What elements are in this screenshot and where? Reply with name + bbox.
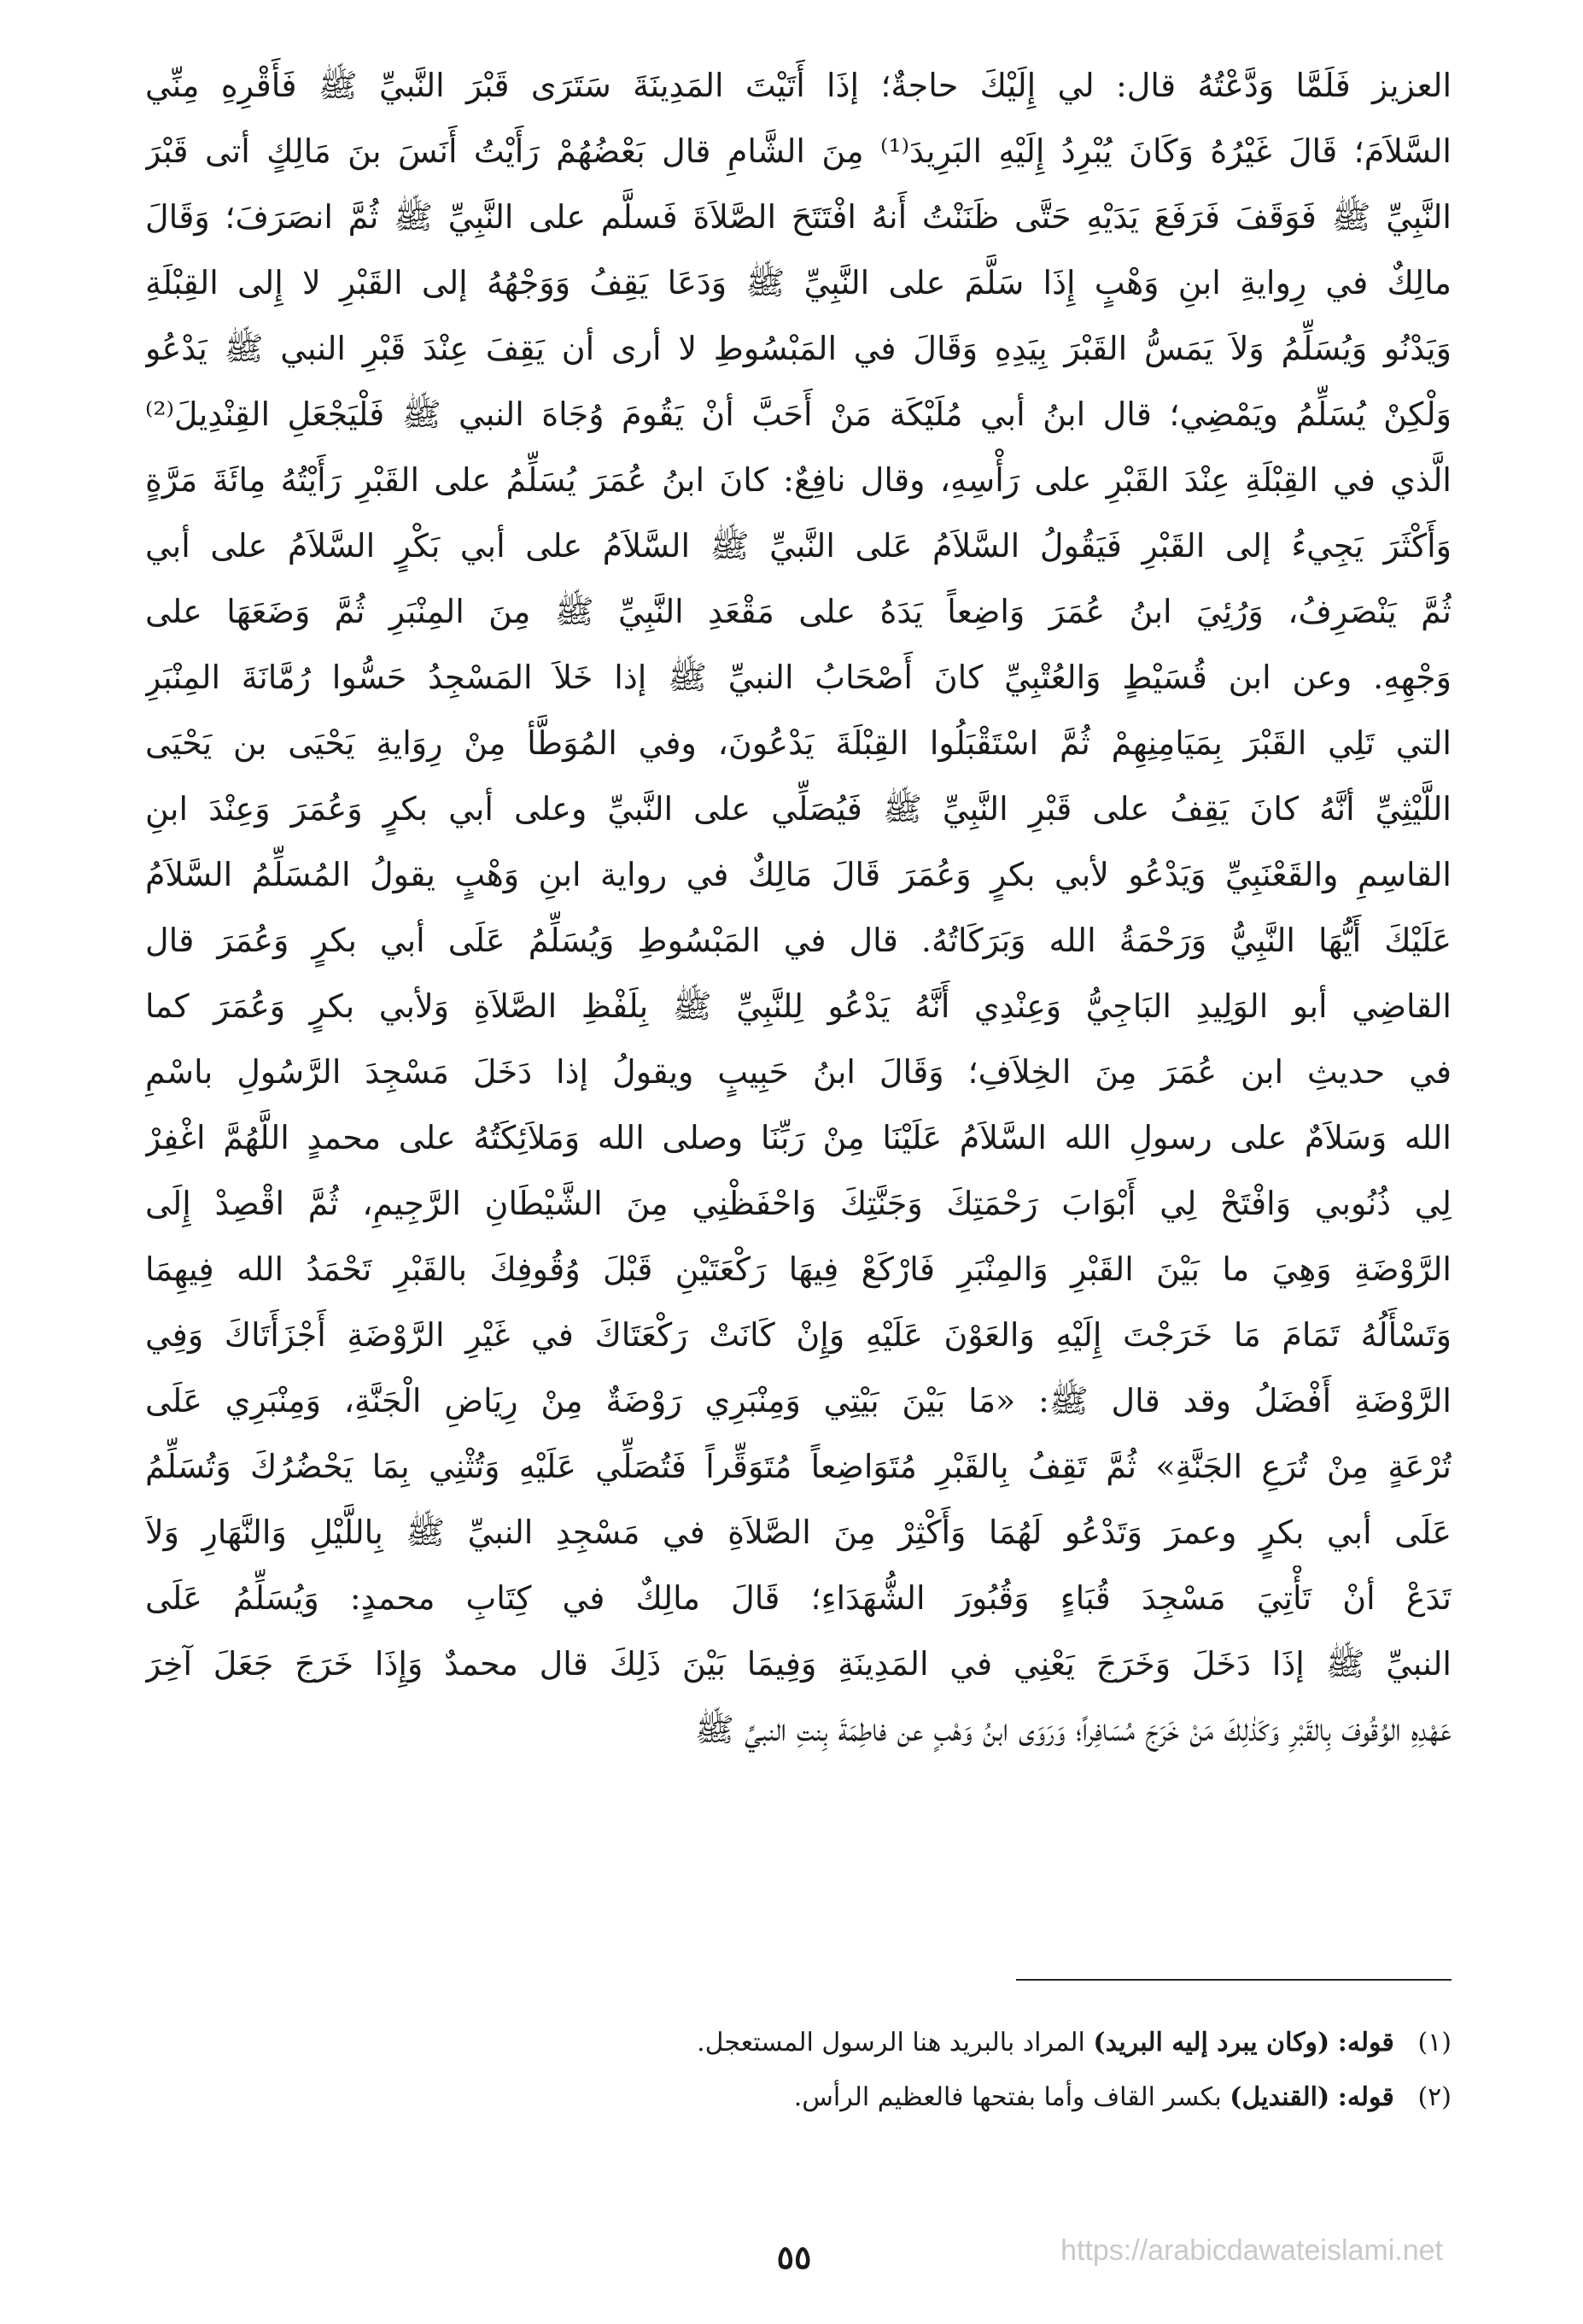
text-line: وَتَسْأَلُهُ تَمَامَ مَا خَرَجْتَ إِلَيْهِ وَالعَوْنَ عَلَيْهِ وَإِنْ كَانَتْ رَكْعَتَاكَ في غَيْرِ الرَّوْضَةِ أَجْزَأَتَاكَ وَفِي xyxy=(145,1316,1452,1354)
text-line-hadith: تُرْعَةٍ مِنْ تُرَعِ الجَنَّةِ» ثُمَّ تَقِفُ بِالقَبْرِ مُتَوَاضِعاً مُتَوَقِّراً فَتُصَلِّي عَلَيْهِ وَتُثْنِي بِمَا يَحْضُرُكَ وَتُسَلِّمُ xyxy=(145,1448,1452,1485)
footnote-term: (القنديل) xyxy=(1230,2082,1330,2112)
text-line: الله وَسَلاَمٌ على رسولِ الله السَّلاَمُ عَلَيْنَا مِنْ رَبِّنَا وصلى الله وَمَلاَئِكَتُهُ على محمدٍ اللَّهُمَّ اغْفِرْ xyxy=(145,1119,1452,1156)
footnote-text: المراد بالبريد هنا الرسول المستعجل. xyxy=(697,2028,1085,2058)
text-line: الَّذي في القِبْلَةِ عِنْدَ القَبْرِ على رَأْسِهِ، وقال نافِعٌ: كانَ ابنُ عُمَرَ يُسَلِّمُ على القَبْرِ رَأَيْتُهُ مِائَةَ مَرَّةٍ xyxy=(145,461,1452,499)
text-line: النبيِّ ﷺ إذَا دَخَلَ وَخَرَجَ يَعْنِي في المَدِينَةِ وَفِيمَا بَيْنَ ذَلِكَ قال محمدٌ وَإِذَا خَرَجَ جَعَلَ آخِرَ xyxy=(145,1645,1452,1683)
footnote-divider xyxy=(1016,1979,1452,1981)
text-line: مالِكٌ في رِوايةِ ابنِ وَهْبٍ إِذَا سَلَّمَ على النَّبِيِّ ﷺ وَدَعَا يَقِفُ وَوَجْهُهُ إلى القَبْرِ لا إِلى القِبْلَةِ xyxy=(145,264,1452,301)
footnotes xyxy=(145,2016,1452,2125)
text-line: التي تَلِي القَبْرَ بِمَيَامِنِهِمْ ثُمَّ اسْتَقْبَلُوا القِبْلَةَ يَدْعُونَ، وفي المُوَطَّأ مِنْ رِوَايةِ يَحْيَى بن يَحْيَى xyxy=(145,724,1452,762)
footnote-text: بكسر القاف وأما بفتحها فالعظيم الرأس. xyxy=(793,2082,1222,2112)
text-line: وَلْكِنْ يُسَلِّمُ ويَمْضِي؛ قال ابنُ أبي مُلَيْكَة مَنْ أَحَبَّ أنْ يَقُومَ وُجَاهَ النبي ﷺ فَلْيَجْعَلِ القِنْدِيلَ⁽²⁾ xyxy=(145,395,1452,433)
text-line: ثُمَّ يَنْصَرِفُ، وَرُئِيَ ابنُ عُمَرَ وَاضِعاً يَدَهُ على مَقْعَدِ النَّبِيِّ ﷺ مِنَ المِنْبَرِ ثُمَّ وَضَعَهَا على xyxy=(145,593,1452,630)
text-line: تَدَعْ أنْ تَأْتِيَ مَسْجِدَ قُبَاءٍ وَقُبُورَ الشُّهَدَاءِ؛ قَالَ مالِكٌ في كِتَابِ محمدٍ: وَيُسَلِّمُ عَلَى xyxy=(145,1579,1452,1617)
text-line: وَأَكْثَرَ يَجِيءُ إلى القَبْرِ فَيَقُولُ السَّلاَمُ عَلى النَّبيِّ ﷺ السَّلاَمُ على أبي بَكْرٍ السَّلاَمُ على أبي xyxy=(145,527,1452,565)
text-line: السَّلاَمَ؛ قَالَ غَيْرُهُ وَكَانَ يُبْرِدُ إِلَيْهِ البَرِيدَ⁽¹⁾ مِنَ الشَّامِ قال بَعْضُهُمْ رَأَيْتُ أَنَسَ بنَ مَالِكٍ أتى قَبْرَ xyxy=(145,132,1452,170)
text-line: وَيَدْنُو وَيُسَلِّمُ وَلاَ يَمَسُّ القَبْرَ بِيَدِهِ وَقَالَ في المَبْسُوطِ لا أرى أن يَقِفَ عِنْدَ قَبْرِ النبي ﷺ يَدْعُو xyxy=(145,330,1452,367)
footnote-number: (١) xyxy=(1417,2028,1452,2058)
text-line: القاضِي أبو الوَلِيدِ البَاجِيُّ وَعِنْدِي أَنَّهُ يَدْعُو لِلنَّبِيِّ ﷺ بِلَفْظِ الصَّلاَةِ وَلأبي بكرٍ وَعُمَرَ كما xyxy=(145,987,1452,1025)
text-line: القاسِمِ والقَعْنَبِيِّ وَيَدْعُو لأبي بكرٍ وَعُمَرَ قَالَ مَالِكٌ في رواية ابنِ وَهْبٍ يقولُ المُسَلِّمُ السَّلاَمُ xyxy=(145,856,1452,893)
footnote-label: قوله: xyxy=(1337,2028,1394,2058)
text-line: اللَّيْثِيِّ أنَّهُ كانَ يَقِفُ على قَبْرِ النَّبِيِّ ﷺ فَيُصَلِّي على النَّبيِّ وعلى أبي بكرٍ وَعُمَرَ وَعِنْدَ ابنِ xyxy=(145,790,1452,828)
footnote-number: (٢) xyxy=(1417,2082,1452,2112)
text-line-hadith: الرَّوْضَةِ أَفْضَلُ وقد قال ﷺ: «مَا بَيْنَ بَيْتِي وَمِنْبَرِي رَوْضَةٌ مِنْ رِيَاضِ الْجَنَّةِ، وَمِنْبَرِي عَلَى xyxy=(145,1382,1452,1420)
text-line: الرَّوْضَةِ وَهِيَ ما بَيْنَ القَبْرِ وَالمِنْبَرِ فَارْكَعْ فِيهَا رَكْعَتَيْنِ قَبْلَ وُقُوفِكَ بالقَبْرِ تَحْمَدُ الله فِيهِمَا xyxy=(145,1250,1452,1288)
text-line: النَّبِيِّ ﷺ فَوَقَفَ فَرَفَعَ يَدَيْهِ حَتَّى ظَنَنْتُ أَنهُ افْتَتَحَ الصَّلاَةَ فَسلَّم على النَّبِيِّ ﷺ ثُمَّ انصَرَفَ؛ وَقَالَ xyxy=(145,198,1452,236)
text-line: لِي ذُنُوبي وَافْتَحْ لِي أَبْوَابَ رَحْمَتِكَ وَجَنَّتِكَ وَاحْفَظْنِي مِنَ الشَّيْطَانِ الرَّجِيمِ، ثُمَّ اقْصِدْ إِلَى xyxy=(145,1185,1452,1222)
main-text xyxy=(145,53,1452,1763)
text-line: عَهْدِهِ الوُقُوفَ بِالقَبْرِ وَكَذٰلِكَ مَنْ خَرَجَ مُسَافِراً؛ وَرَوَى ابنُ وَهْبٍ عن فاطِمَةَ بِنتِ النبيِّ ﷺ xyxy=(694,1711,1452,1748)
text-line: عَلَيْكَ أَيُّهَا النَّبِيُّ وَرَحْمَةُ الله وَبَرَكَاتُهُ. قال في المَبْسُوطِ وَيُسَلِّمُ عَلَى أبي بكرٍ وَعُمَرَ قال xyxy=(145,922,1452,959)
watermark-url: https://arabicdawateislami.net xyxy=(1060,2234,1443,2267)
text-line: عَلَى أبي بكرٍ وعمرَ وَتَدْعُو لَهُمَا وَأَكْثِرْ مِنَ الصَّلاَةِ في مَسْجِدِ النبيِّ ﷺ بِاللَّيْلِ وَالنَّهَارِ وَلاَ xyxy=(145,1513,1452,1551)
page-number: ٥٥ xyxy=(776,2238,812,2276)
footnote-2 xyxy=(145,2070,1452,2125)
footnote-term: (وكان يبرد إليه البريد) xyxy=(1093,2028,1330,2058)
text-line: وَجْهِهِ. وعن ابن قُسَيْطٍ وَالعُتْبِيِّ كانَ أَصْحَابُ النبيِّ ﷺ إذا خَلاَ المَسْجِدُ حَسُّوا رُمَّانَةَ المِنْبَرِ xyxy=(145,659,1452,696)
footnote-1 xyxy=(145,2016,1452,2070)
text-line: العزيز فَلَمَّا وَدَّعْتُهُ قال: لي إِلَيْكَ حاجةٌ؛ إذَا أَتَيْتَ المَدِينَةَ سَتَرَى قَبْرَ النَّبيِّ ﷺ فَأَقْرِهِ مِنِّي xyxy=(145,67,1452,104)
text-line: في حديثِ ابن عُمَرَ مِنَ الخِلاَفِ؛ وَقَالَ ابنُ حَبِيبٍ ويقولُ إذا دَخَلَ مَسْجِدَ الرَّسُولِ باسْمِ xyxy=(145,1053,1452,1091)
footnote-label: قوله: xyxy=(1337,2082,1394,2112)
